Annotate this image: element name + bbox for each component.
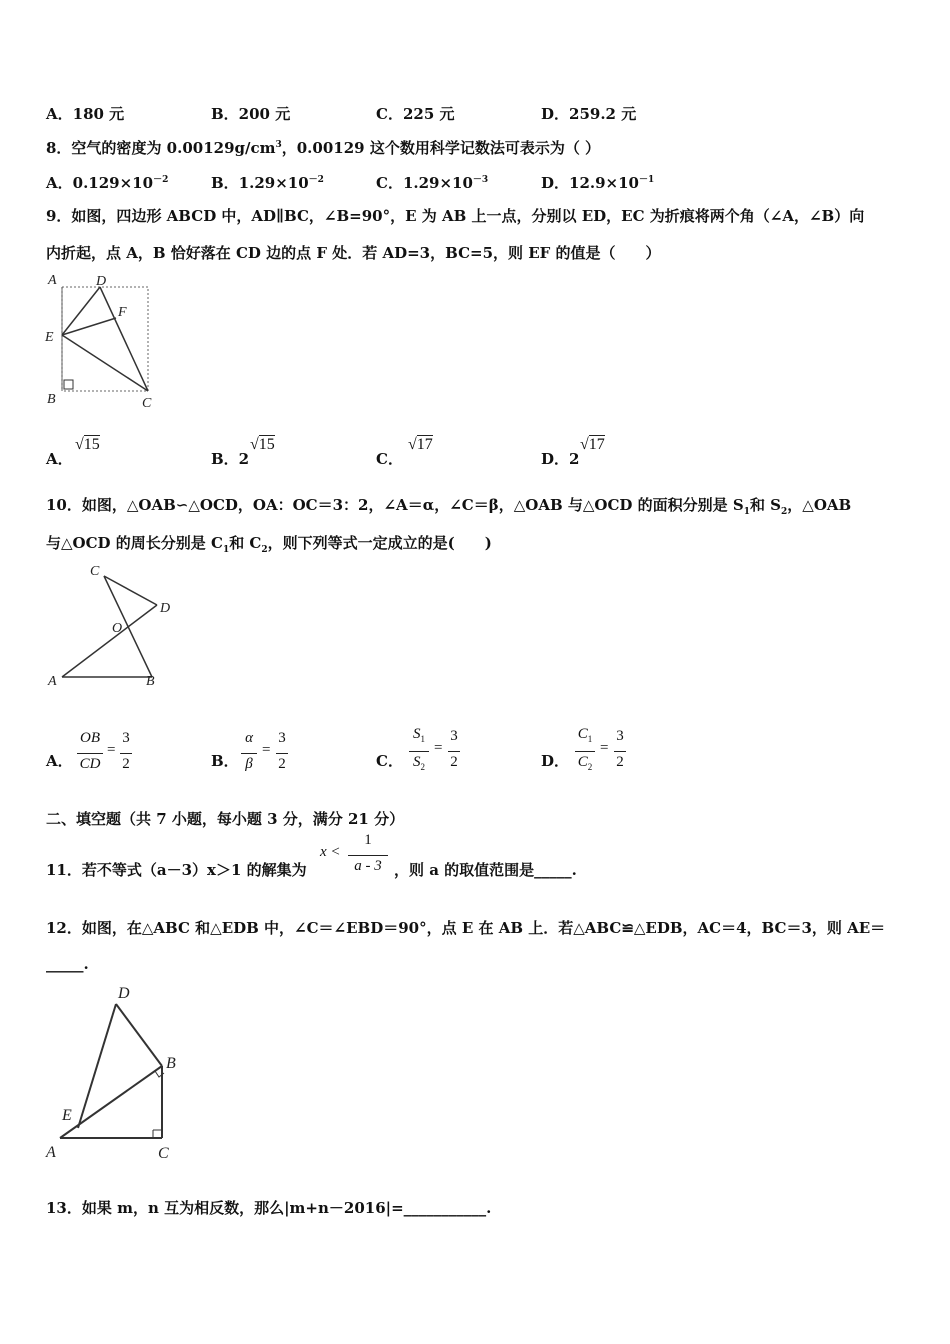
q9-option-b: B．2: [211, 450, 250, 468]
q12-label-d: D: [118, 985, 130, 1002]
q9-option-d-sqrt: √17: [580, 436, 605, 453]
q9-stem-line1: 9．如图，四边形 ABCD 中，AD∥BC，∠B=90°，E 为 AB 上一点，分别以 ED，EC 为折痕将两个角（∠A，∠B）向: [46, 207, 865, 225]
q9-segment-ef: [62, 318, 116, 335]
q9-option-a-sqrt: √15: [75, 436, 100, 453]
q11-formula: x < 1 a - 3: [320, 832, 392, 878]
q10-option-b: B．: [211, 752, 239, 770]
q9-stem-line2: 内折起，点 A，B 恰好落在 CD 边的点 F 处．若 AD=3，BC=5，则 EF 的值是（ ）: [46, 244, 661, 262]
q10-label-c: C: [90, 564, 100, 579]
q9-option-a: A．: [46, 450, 73, 468]
q10-option-b-formula: α β = 3 2: [240, 730, 292, 776]
q12-label-b: B: [166, 1055, 176, 1072]
q12-figure: [40, 980, 190, 1165]
q10-segment-cd: [104, 576, 157, 605]
q10-option-a: A．: [46, 752, 73, 770]
q9-label-b: B: [47, 392, 56, 407]
q9-option-b-sqrt: √15: [250, 436, 275, 453]
q10-label-o: O: [112, 621, 123, 636]
q10-label-d: D: [160, 601, 171, 616]
q7-option-c: C．225 元: [376, 105, 455, 123]
q7-option-b: B．200 元: [211, 105, 291, 123]
q12-segment-ab: [60, 1066, 162, 1138]
q10-label-a: A: [48, 674, 57, 689]
q9-option-c: C．: [376, 450, 403, 468]
q12-label-e: E: [62, 1107, 72, 1124]
q12-stem-line1: 12．如图，在△ABC 和△EDB 中，∠C＝∠EBD＝90°，点 E 在 AB 上．若△ABC≌△EDB，AC＝4，BC＝3，则 AE＝: [46, 919, 886, 937]
q12-segment-de: [78, 1004, 116, 1128]
q10-figure: [40, 560, 185, 690]
q13-stem: 13．如果 m，n 互为相反数，那么|m+n－2016|=___________.: [46, 1199, 492, 1217]
q8-stem: 8．空气的密度为 $0.00129g/cm^3$，0.00129 这个数用科学记数法可表示为（ ）: [46, 139, 601, 157]
q10-option-d: D．: [541, 752, 570, 770]
q10-option-d-formula: $C_1$ $C_2$ = 3 2: [574, 726, 632, 776]
q12-segment-db: [116, 1004, 162, 1066]
q9-option-d: D．2: [541, 450, 580, 468]
q11-stem-before: 11．若不等式（a－3）x＞1 的解集为: [46, 861, 307, 879]
q7-option-d: D．259.2 元: [541, 105, 637, 123]
q10-option-c-formula: $S_1$ $S_2$ = 3 2: [408, 726, 466, 776]
q10-option-c: C．: [376, 752, 403, 770]
section-2-heading: 二、填空题（共 7 小题，每小题 3 分，满分 21 分）: [46, 810, 405, 828]
q10-stem-line1: 10．如图，△OAB∽△OCD，OA：OC＝3：2，∠A＝α，∠C＝β，△OAB 与△OCD 的面积分别是 $S_1$和 $S_2$，△OAB: [46, 496, 852, 517]
q9-option-c-sqrt: √17: [408, 436, 433, 453]
q9-label-a: A: [48, 273, 57, 288]
q12-label-a: A: [46, 1144, 56, 1161]
q10-segment-ad: [62, 605, 157, 677]
q9-label-e: E: [45, 330, 54, 345]
q8-option-c: C．$1.29\times 10^{-3}$: [376, 174, 489, 192]
q9-label-c: C: [142, 396, 152, 411]
q11-stem-after: ，则 a 的取值范围是_____.: [394, 861, 577, 879]
q12-stem-line2: _____.: [46, 955, 89, 973]
q7-option-a: A．180 元: [46, 105, 125, 123]
q8-option-a: A．$0.129\times 10^{-2}$: [46, 174, 169, 192]
q9-label-d: D: [96, 274, 107, 289]
q10-option-a-formula: OB CD = 3 2: [76, 730, 136, 776]
q9-figure: [40, 270, 170, 415]
q10-label-b: B: [146, 674, 155, 689]
q10-stem-line2: 与△OCD 的周长分别是 $C_1$和 $C_2$，则下列等式一定成立的是( ): [46, 534, 492, 555]
q9-label-f: F: [118, 305, 127, 320]
q9-segment-ed: [62, 287, 100, 335]
q12-label-c: C: [158, 1145, 169, 1162]
q8-option-d: D．$12.9\times 10^{-1}$: [541, 174, 655, 192]
q8-option-b: B．$1.29\times 10^{-2}$: [211, 174, 324, 192]
